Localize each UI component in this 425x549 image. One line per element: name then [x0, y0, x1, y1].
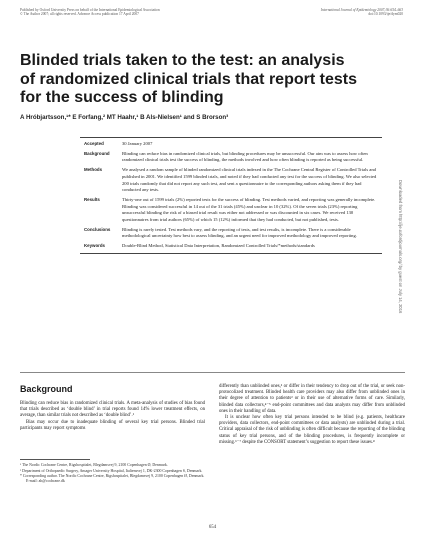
abstract-label: Conclusions — [84, 226, 111, 232]
body-column-left — [20, 401, 205, 432]
abstract-label: Methods — [84, 167, 103, 173]
body-paragraph: Blinding can reduce bias in randomized clinical trials. A meta-analysis of studies of bias found that trials described as ‘double blind’ in trial reports found 14% lower treatment effects, on average, than similar trials not described as ‘double blind’.¹ — [20, 401, 205, 419]
abstract-row-methods — [80, 167, 382, 194]
footnote: * Corresponding author. The Nordic Cochrane Centre, Rigshospitalet, Blegdamsvej 9, 2100 Copenhagen Ø, Denmark. E-mail: ah@cochrane.dk — [20, 474, 205, 484]
section-heading-background: Background — [20, 384, 73, 394]
author-list: A Hróbjartsson,¹* E Forfang,² MT Haahr,¹ B Als-Nielsen¹ and S Brorson³ — [20, 114, 229, 121]
abstract-row-background — [80, 151, 382, 164]
abstract-label: Accepted — [84, 141, 104, 146]
abstract-row-keywords — [80, 243, 382, 253]
abstract-text: 30 January 2007 — [122, 141, 153, 146]
doi: doi:10.1093/ije/dym020 — [368, 12, 403, 17]
journal-header-right — [243, 8, 403, 17]
footnote: ¹ The Nordic Cochrane Centre, Rigshospitalet, Blegdamsvej 9, 2100 Copenhagen Ø, Denmark. — [20, 463, 168, 467]
title-line-1: Blinded trials taken to the test: an analysis — [20, 52, 345, 69]
copyright-line: © The Author 2007; all rights reserved. Advance Access publication 17 April 2007 — [20, 12, 139, 17]
publisher-line: Published by Oxford University Press on behalf of the International Epidemiological Association — [20, 8, 160, 12]
body-paragraph: Bias may occur due to inadequate blinding of several key trial persons. Blinded trial participants may report symptoms — [20, 419, 205, 431]
title-line-3: for the success of blinding — [20, 89, 224, 106]
abstract-row-conclusions — [80, 227, 382, 240]
abstract-label: Keywords — [84, 243, 105, 249]
download-watermark-text: Downloaded from http://ije.oxfordjournals.org/ by guest on July 14, 2016 — [398, 180, 403, 314]
abstract-label: Background — [84, 150, 110, 156]
abstract-text: Blinding is rarely tested. Test methods vary, and the reporting of tests, and test results, is incomplete. There is a considerable methodological uncertainty how best to assess blinding, and an urgent need for improved methodology and improved reporting. — [122, 226, 357, 239]
abstract-box — [80, 137, 382, 254]
article-title — [20, 52, 380, 108]
abstract-text: We analysed a random sample of blinded randomized clinical trials indexed in the The Cochrane Central Register of Controlled Trials and published in 2001. We identified 1599 blinded trials, and noted if they had conducted any test for the success of blinding. We also selected 200 trials randomly that did not report any such test, and sent a questionnaire to the corresponding authors asking them if they had conducted any tests. — [122, 167, 377, 193]
body-paragraph: differently than unblinded ones,² or differ in their tendency to drop out of the trial, or seek non-protocolized treatment. Blinded health care providers may also differ from unblinded ones in their degree of attention to patients³ or in their use of alternative forms of care. Similarly, blinded data collectors,⁴⁻⁵ end-point committees and data analysts may differ from unblinded ones in their handling of data. — [219, 384, 405, 414]
body-column-right — [219, 384, 405, 446]
body-paragraph: It is unclear how often key trial persons intended to be blind (e.g. patients, healthcare providers, data collectors, end-point committees or data analysts) are unblinded during a trial. Critical appraisal of the risk of unblinding is often difficult because the reporting of the blinding status of key trial persons, and of the blinding procedures, is frequently incomplete or missing.⁶⁻⁷ despite the CONSORT statement’s suggestion to report these issues.⁸ — [219, 415, 405, 445]
journal-citation: International Journal of Epidemiology 2007;36:654–663 — [320, 8, 403, 12]
abstract-label: Results — [84, 196, 100, 202]
journal-header-left — [20, 8, 240, 17]
abstract-row-results — [80, 197, 382, 224]
footnote-rule — [20, 459, 90, 460]
footnotes — [20, 463, 205, 485]
footnote: ² Department of Orthopaedic Surgery, Amager University Hospital, Italiensvej 1, DK-2300 Copenhagen S, Denmark. — [20, 468, 203, 473]
abstract-text: Double-Blind Method, Statistical Data Interpretation, Randomized Controlled Trials/*methods/standards — [122, 243, 315, 249]
page-number: 654 — [208, 525, 217, 530]
abstract-text: Thirty-one out of 1599 trials (2%) reported tests for the success of blinding. Test methods varied, and reporting was generally incomplete. Blinding was considered successful in 14 out of the 31 trials (45%) and unclear in 10 (32%). Of the seven trials (23%) reporting unsuccessful blinding the risk of a biased trial result was either not addressed or was discounted in six cases. We received 130 questionnaires from trial authors (65%) of which 15 (12%) informed that they had conducted, but not published, tests. — [122, 196, 376, 223]
section-divider — [20, 372, 405, 373]
abstract-text: Blinding can reduce bias in randomized clinical trials, but blinding procedures may be unsuccessful. Our aim was to assess how often randomized clinical trials test the success of blinding, the methods involved and how often blinding is reported as being successful. — [122, 150, 368, 163]
title-line-2: of randomized clinical trials that report tests — [20, 70, 357, 88]
abstract-row-accepted — [80, 138, 382, 148]
